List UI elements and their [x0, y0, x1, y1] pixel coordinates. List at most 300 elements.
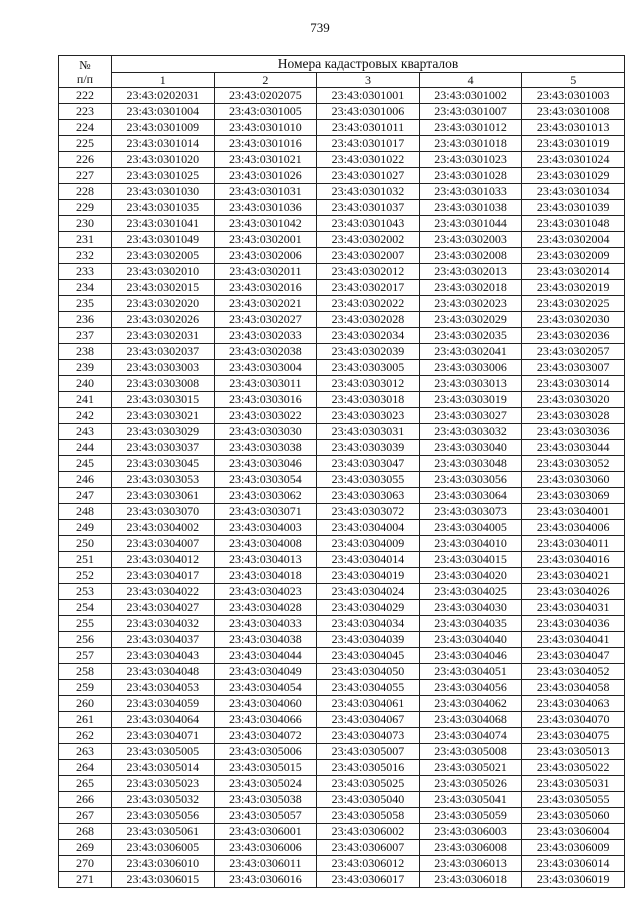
cadastral-number-cell: 23:43:0302020 [112, 296, 215, 312]
cadastral-number-cell: 23:43:0202031 [112, 88, 215, 104]
cadastral-number-cell: 23:43:0303008 [112, 376, 215, 392]
cadastral-number-cell: 23:43:0301020 [112, 152, 215, 168]
row-number-cell: 257 [59, 648, 112, 664]
row-number-cell: 225 [59, 136, 112, 152]
cadastral-number-cell: 23:43:0305040 [317, 792, 420, 808]
cadastral-number-cell: 23:43:0301005 [214, 104, 317, 120]
cadastral-number-cell: 23:43:0302037 [112, 344, 215, 360]
cadastral-number-cell: 23:43:0306014 [522, 856, 625, 872]
cadastral-number-cell: 23:43:0301014 [112, 136, 215, 152]
row-number-cell: 238 [59, 344, 112, 360]
table-row [59, 344, 625, 360]
cadastral-number-cell: 23:43:0301024 [522, 152, 625, 168]
cadastral-number-cell: 23:43:0304045 [317, 648, 420, 664]
cadastral-number-cell: 23:43:0302013 [419, 264, 522, 280]
column-number: 1 [112, 73, 215, 88]
row-number-cell: 265 [59, 776, 112, 792]
cadastral-number-cell: 23:43:0304006 [522, 520, 625, 536]
row-number-cell: 231 [59, 232, 112, 248]
table-row [59, 696, 625, 712]
cadastral-number-cell: 23:43:0303039 [317, 440, 420, 456]
row-number-cell: 224 [59, 120, 112, 136]
cadastral-number-cell: 23:43:0304027 [112, 600, 215, 616]
cadastral-number-cell: 23:43:0304008 [214, 536, 317, 552]
row-number-cell: 259 [59, 680, 112, 696]
row-number-cell: 244 [59, 440, 112, 456]
cadastral-number-cell: 23:43:0305041 [419, 792, 522, 808]
column-number: 3 [317, 73, 420, 88]
cadastral-number-cell: 23:43:0306018 [419, 872, 522, 888]
cadastral-number-cell: 23:43:0301022 [317, 152, 420, 168]
cadastral-number-cell: 23:43:0305014 [112, 760, 215, 776]
row-number-cell: 233 [59, 264, 112, 280]
cadastral-number-cell: 23:43:0301036 [214, 200, 317, 216]
cadastral-number-cell: 23:43:0306002 [317, 824, 420, 840]
row-number-cell: 223 [59, 104, 112, 120]
cadastral-number-cell: 23:43:0302035 [419, 328, 522, 344]
cadastral-number-cell: 23:43:0301016 [214, 136, 317, 152]
cadastral-number-cell: 23:43:0302028 [317, 312, 420, 328]
row-number-cell: 261 [59, 712, 112, 728]
cadastral-number-cell: 23:43:0302057 [522, 344, 625, 360]
cadastral-number-cell: 23:43:0304043 [112, 648, 215, 664]
table-row [59, 584, 625, 600]
cadastral-number-cell: 23:43:0304009 [317, 536, 420, 552]
cadastral-number-cell: 23:43:0302004 [522, 232, 625, 248]
row-number-cell: 268 [59, 824, 112, 840]
cadastral-number-cell: 23:43:0303073 [419, 504, 522, 520]
cadastral-number-cell: 23:43:0303015 [112, 392, 215, 408]
cadastral-number-cell: 23:43:0301007 [419, 104, 522, 120]
cadastral-number-cell: 23:43:0306015 [112, 872, 215, 888]
row-number-cell: 234 [59, 280, 112, 296]
cadastral-number-cell: 23:43:0301027 [317, 168, 420, 184]
table-row [59, 760, 625, 776]
cadastral-number-cell: 23:43:0301021 [214, 152, 317, 168]
cadastral-number-cell: 23:43:0304037 [112, 632, 215, 648]
cadastral-number-cell: 23:43:0304050 [317, 664, 420, 680]
cadastral-number-cell: 23:43:0304075 [522, 728, 625, 744]
table-row [59, 264, 625, 280]
cadastral-number-cell: 23:43:0303070 [112, 504, 215, 520]
cadastral-number-cell: 23:43:0303022 [214, 408, 317, 424]
table-row [59, 808, 625, 824]
header-group-title: Номера кадастровых кварталов [112, 56, 625, 73]
table-row [59, 424, 625, 440]
cadastral-number-cell: 23:43:0303005 [317, 360, 420, 376]
cadastral-number-cell: 23:43:0303014 [522, 376, 625, 392]
table-row [59, 408, 625, 424]
table-row [59, 136, 625, 152]
cadastral-number-cell: 23:43:0306013 [419, 856, 522, 872]
cadastral-number-cell: 23:43:0301011 [317, 120, 420, 136]
header-no-label: № [79, 57, 91, 72]
cadastral-quarters-table [58, 55, 625, 888]
table-row [59, 840, 625, 856]
cadastral-number-cell: 23:43:0303053 [112, 472, 215, 488]
cadastral-number-cell: 23:43:0302030 [522, 312, 625, 328]
cadastral-number-cell: 23:43:0303069 [522, 488, 625, 504]
table-row [59, 120, 625, 136]
cadastral-number-cell: 23:43:0301029 [522, 168, 625, 184]
row-number-cell: 222 [59, 88, 112, 104]
cadastral-number-cell: 23:43:0305058 [317, 808, 420, 824]
row-number-cell: 241 [59, 392, 112, 408]
cadastral-number-cell: 23:43:0305055 [522, 792, 625, 808]
cadastral-number-cell: 23:43:0301013 [522, 120, 625, 136]
row-number-cell: 242 [59, 408, 112, 424]
cadastral-number-cell: 23:43:0301009 [112, 120, 215, 136]
table-row [59, 312, 625, 328]
cadastral-number-cell: 23:43:0305059 [419, 808, 522, 824]
cadastral-number-cell: 23:43:0303061 [112, 488, 215, 504]
cadastral-number-cell: 23:43:0304029 [317, 600, 420, 616]
cadastral-number-cell: 23:43:0303023 [317, 408, 420, 424]
row-number-cell: 263 [59, 744, 112, 760]
cadastral-number-cell: 23:43:0301010 [214, 120, 317, 136]
cadastral-number-cell: 23:43:0301037 [317, 200, 420, 216]
cadastral-number-cell: 23:43:0305007 [317, 744, 420, 760]
table-row [59, 456, 625, 472]
cadastral-number-cell: 23:43:0303016 [214, 392, 317, 408]
row-number-cell: 258 [59, 664, 112, 680]
cadastral-number-cell: 23:43:0306006 [214, 840, 317, 856]
cadastral-number-cell: 23:43:0304060 [214, 696, 317, 712]
cadastral-number-cell: 23:43:0301008 [522, 104, 625, 120]
cadastral-number-cell: 23:43:0303028 [522, 408, 625, 424]
cadastral-number-cell: 23:43:0303044 [522, 440, 625, 456]
cadastral-number-cell: 23:43:0305008 [419, 744, 522, 760]
cadastral-number-cell: 23:43:0304020 [419, 568, 522, 584]
cadastral-number-cell: 23:43:0304016 [522, 552, 625, 568]
cadastral-number-cell: 23:43:0301049 [112, 232, 215, 248]
header-pp-label: п/п [76, 71, 94, 86]
table-row [59, 616, 625, 632]
table-row [59, 520, 625, 536]
cadastral-number-cell: 23:43:0305021 [419, 760, 522, 776]
cadastral-number-cell: 23:43:0306003 [419, 824, 522, 840]
cadastral-number-cell: 23:43:0302021 [214, 296, 317, 312]
cadastral-number-cell: 23:43:0304035 [419, 616, 522, 632]
cadastral-number-cell: 23:43:0303011 [214, 376, 317, 392]
row-number-cell: 239 [59, 360, 112, 376]
cadastral-number-cell: 23:43:0302038 [214, 344, 317, 360]
cadastral-number-cell: 23:43:0303045 [112, 456, 215, 472]
cadastral-number-cell: 23:43:0302025 [522, 296, 625, 312]
cadastral-number-cell: 23:43:0304038 [214, 632, 317, 648]
cadastral-number-cell: 23:43:0301048 [522, 216, 625, 232]
table-body [59, 88, 625, 888]
table-row [59, 360, 625, 376]
row-number-cell: 271 [59, 872, 112, 888]
column-number: 4 [419, 73, 522, 88]
cadastral-number-cell: 23:43:0301038 [419, 200, 522, 216]
row-number-cell: 243 [59, 424, 112, 440]
cadastral-number-cell: 23:43:0301003 [522, 88, 625, 104]
cadastral-number-cell: 23:43:0304012 [112, 552, 215, 568]
cadastral-number-cell: 23:43:0304052 [522, 664, 625, 680]
row-number-cell: 250 [59, 536, 112, 552]
table-row [59, 872, 625, 888]
cadastral-number-cell: 23:43:0305031 [522, 776, 625, 792]
cadastral-number-cell: 23:43:0301044 [419, 216, 522, 232]
cadastral-number-cell: 23:43:0303027 [419, 408, 522, 424]
cadastral-number-cell: 23:43:0302026 [112, 312, 215, 328]
row-number-cell: 228 [59, 184, 112, 200]
cadastral-number-cell: 23:43:0303063 [317, 488, 420, 504]
cadastral-number-cell: 23:43:0302018 [419, 280, 522, 296]
cadastral-number-cell: 23:43:0304005 [419, 520, 522, 536]
row-number-cell: 266 [59, 792, 112, 808]
cadastral-number-cell: 23:43:0304022 [112, 584, 215, 600]
page-number: 739 [310, 20, 330, 35]
table-row [59, 280, 625, 296]
cadastral-number-cell: 23:43:0302016 [214, 280, 317, 296]
cadastral-number-cell: 23:43:0301002 [419, 88, 522, 104]
cadastral-number-cell: 23:43:0305032 [112, 792, 215, 808]
cadastral-number-cell: 23:43:0303052 [522, 456, 625, 472]
row-number-cell: 260 [59, 696, 112, 712]
cadastral-number-cell: 23:43:0302006 [214, 248, 317, 264]
table-row [59, 632, 625, 648]
row-number-cell: 237 [59, 328, 112, 344]
cadastral-number-cell: 23:43:0304021 [522, 568, 625, 584]
cadastral-number-cell: 23:43:0301004 [112, 104, 215, 120]
cadastral-number-cell: 23:43:0304056 [419, 680, 522, 696]
cadastral-number-cell: 23:43:0302039 [317, 344, 420, 360]
table-row [59, 232, 625, 248]
cadastral-number-cell: 23:43:0304049 [214, 664, 317, 680]
cadastral-number-cell: 23:43:0303055 [317, 472, 420, 488]
cadastral-number-cell: 23:43:0303071 [214, 504, 317, 520]
row-number-cell: 262 [59, 728, 112, 744]
cadastral-number-cell: 23:43:0301034 [522, 184, 625, 200]
cadastral-number-cell: 23:43:0303056 [419, 472, 522, 488]
cadastral-number-cell: 23:43:0306012 [317, 856, 420, 872]
cadastral-number-cell: 23:43:0306019 [522, 872, 625, 888]
cadastral-number-cell: 23:43:0304001 [522, 504, 625, 520]
cadastral-number-cell: 23:43:0305016 [317, 760, 420, 776]
cadastral-number-cell: 23:43:0304074 [419, 728, 522, 744]
cadastral-number-cell: 23:43:0305022 [522, 760, 625, 776]
cadastral-number-cell: 23:43:0306005 [112, 840, 215, 856]
cadastral-number-cell: 23:43:0304028 [214, 600, 317, 616]
row-number-cell: 245 [59, 456, 112, 472]
cadastral-number-cell: 23:43:0302036 [522, 328, 625, 344]
row-number-cell: 254 [59, 600, 112, 616]
row-number-cell: 256 [59, 632, 112, 648]
table-row [59, 88, 625, 104]
cadastral-number-cell: 23:43:0303007 [522, 360, 625, 376]
row-number-cell: 230 [59, 216, 112, 232]
cadastral-number-cell: 23:43:0305006 [214, 744, 317, 760]
cadastral-number-cell: 23:43:0303037 [112, 440, 215, 456]
cadastral-number-cell: 23:43:0301001 [317, 88, 420, 104]
cadastral-number-cell: 23:43:0304068 [419, 712, 522, 728]
cadastral-number-cell: 23:43:0305026 [419, 776, 522, 792]
table-row [59, 248, 625, 264]
cadastral-number-cell: 23:43:0304026 [522, 584, 625, 600]
cadastral-number-cell: 23:43:0303004 [214, 360, 317, 376]
row-number-cell: 255 [59, 616, 112, 632]
row-number-cell: 253 [59, 584, 112, 600]
table-row [59, 168, 625, 184]
cadastral-number-cell: 23:43:0302008 [419, 248, 522, 264]
cadastral-number-cell: 23:43:0304019 [317, 568, 420, 584]
cadastral-number-cell: 23:43:0304041 [522, 632, 625, 648]
cadastral-number-cell: 23:43:0304063 [522, 696, 625, 712]
cadastral-number-cell: 23:43:0302014 [522, 264, 625, 280]
table-row [59, 600, 625, 616]
cadastral-number-cell: 23:43:0304031 [522, 600, 625, 616]
cadastral-number-cell: 23:43:0304011 [522, 536, 625, 552]
cadastral-number-cell: 23:43:0304013 [214, 552, 317, 568]
row-number-cell: 246 [59, 472, 112, 488]
cadastral-number-cell: 23:43:0303020 [522, 392, 625, 408]
table-row [59, 648, 625, 664]
row-number-cell: 229 [59, 200, 112, 216]
table-row [59, 184, 625, 200]
table-row [59, 776, 625, 792]
cadastral-number-cell: 23:43:0301042 [214, 216, 317, 232]
cadastral-number-cell: 23:43:0303006 [419, 360, 522, 376]
cadastral-number-cell: 23:43:0302022 [317, 296, 420, 312]
cadastral-number-cell: 23:43:0305038 [214, 792, 317, 808]
cadastral-number-cell: 23:43:0304002 [112, 520, 215, 536]
table-row [59, 712, 625, 728]
row-number-cell: 249 [59, 520, 112, 536]
cadastral-number-cell: 23:43:0302012 [317, 264, 420, 280]
cadastral-number-cell: 23:43:0303029 [112, 424, 215, 440]
cadastral-number-cell: 23:43:0305056 [112, 808, 215, 824]
cadastral-number-cell: 23:43:0304010 [419, 536, 522, 552]
cadastral-number-cell: 23:43:0301025 [112, 168, 215, 184]
cadastral-number-cell: 23:43:0302007 [317, 248, 420, 264]
row-number-cell: 227 [59, 168, 112, 184]
row-number-cell: 248 [59, 504, 112, 520]
cadastral-number-cell: 23:43:0304030 [419, 600, 522, 616]
cadastral-number-cell: 23:43:0306009 [522, 840, 625, 856]
cadastral-number-cell: 23:43:0303030 [214, 424, 317, 440]
cadastral-number-cell: 23:43:0303012 [317, 376, 420, 392]
row-number-cell: 252 [59, 568, 112, 584]
table-row [59, 728, 625, 744]
cadastral-number-cell: 23:43:0302023 [419, 296, 522, 312]
cadastral-number-cell: 23:43:0302033 [214, 328, 317, 344]
table-row [59, 472, 625, 488]
cadastral-number-cell: 23:43:0306010 [112, 856, 215, 872]
cadastral-number-cell: 23:43:0301039 [522, 200, 625, 216]
cadastral-number-cell: 23:43:0304024 [317, 584, 420, 600]
cadastral-number-cell: 23:43:0306007 [317, 840, 420, 856]
row-number-cell: 240 [59, 376, 112, 392]
cadastral-number-cell: 23:43:0305023 [112, 776, 215, 792]
cadastral-number-cell: 23:43:0304053 [112, 680, 215, 696]
cadastral-number-cell: 23:43:0304064 [112, 712, 215, 728]
cadastral-number-cell: 23:43:0304072 [214, 728, 317, 744]
cadastral-number-cell: 23:43:0304039 [317, 632, 420, 648]
cadastral-number-cell: 23:43:0303003 [112, 360, 215, 376]
row-number-cell: 247 [59, 488, 112, 504]
cadastral-number-cell: 23:43:0304007 [112, 536, 215, 552]
cadastral-number-cell: 23:43:0302015 [112, 280, 215, 296]
header-row-number [59, 56, 112, 88]
cadastral-number-cell: 23:43:0304036 [522, 616, 625, 632]
cadastral-number-cell: 23:43:0302003 [419, 232, 522, 248]
cadastral-number-cell: 23:43:0304070 [522, 712, 625, 728]
cadastral-number-cell: 23:43:0303040 [419, 440, 522, 456]
cadastral-number-cell: 23:43:0302017 [317, 280, 420, 296]
cadastral-number-cell: 23:43:0304073 [317, 728, 420, 744]
cadastral-number-cell: 23:43:0304014 [317, 552, 420, 568]
cadastral-number-cell: 23:43:0306001 [214, 824, 317, 840]
table-row [59, 488, 625, 504]
cadastral-number-cell: 23:43:0302029 [419, 312, 522, 328]
row-number-cell: 236 [59, 312, 112, 328]
cadastral-number-cell: 23:43:0304048 [112, 664, 215, 680]
cadastral-number-cell: 23:43:0301030 [112, 184, 215, 200]
cadastral-number-cell: 23:43:0302019 [522, 280, 625, 296]
cadastral-number-cell: 23:43:0302031 [112, 328, 215, 344]
table-row [59, 824, 625, 840]
column-number: 5 [522, 73, 625, 88]
cadastral-number-cell: 23:43:0301012 [419, 120, 522, 136]
cadastral-number-cell: 23:43:0302002 [317, 232, 420, 248]
cadastral-number-cell: 23:43:0306016 [214, 872, 317, 888]
cadastral-number-cell: 23:43:0304066 [214, 712, 317, 728]
table-row [59, 856, 625, 872]
cadastral-number-cell: 23:43:0304040 [419, 632, 522, 648]
cadastral-number-cell: 23:43:0304067 [317, 712, 420, 728]
cadastral-number-cell: 23:43:0301043 [317, 216, 420, 232]
table-row [59, 680, 625, 696]
table-row [59, 568, 625, 584]
cadastral-number-cell: 23:43:0304062 [419, 696, 522, 712]
cadastral-number-cell: 23:43:0304003 [214, 520, 317, 536]
cadastral-number-cell: 23:43:0301023 [419, 152, 522, 168]
table-row [59, 664, 625, 680]
cadastral-number-cell: 23:43:0301018 [419, 136, 522, 152]
cadastral-number-cell: 23:43:0303021 [112, 408, 215, 424]
cadastral-number-cell: 23:43:0304034 [317, 616, 420, 632]
cadastral-number-cell: 23:43:0304058 [522, 680, 625, 696]
cadastral-number-cell: 23:43:0303060 [522, 472, 625, 488]
cadastral-number-cell: 23:43:0301031 [214, 184, 317, 200]
cadastral-number-cell: 23:43:0305024 [214, 776, 317, 792]
cadastral-number-cell: 23:43:0305060 [522, 808, 625, 824]
cadastral-number-cell: 23:43:0302001 [214, 232, 317, 248]
cadastral-number-cell: 23:43:0304059 [112, 696, 215, 712]
cadastral-number-cell: 23:43:0304051 [419, 664, 522, 680]
table-row [59, 376, 625, 392]
table-row [59, 296, 625, 312]
cadastral-number-cell: 23:43:0303038 [214, 440, 317, 456]
cadastral-number-cell: 23:43:0304015 [419, 552, 522, 568]
cadastral-number-cell: 23:43:0302011 [214, 264, 317, 280]
cadastral-number-cell: 23:43:0304055 [317, 680, 420, 696]
cadastral-number-cell: 23:43:0305005 [112, 744, 215, 760]
cadastral-number-cell: 23:43:0305061 [112, 824, 215, 840]
cadastral-number-cell: 23:43:0305057 [214, 808, 317, 824]
cadastral-number-cell: 23:43:0301019 [522, 136, 625, 152]
cadastral-number-cell: 23:43:0302010 [112, 264, 215, 280]
cadastral-number-cell: 23:43:0304054 [214, 680, 317, 696]
table-row [59, 504, 625, 520]
row-number-cell: 232 [59, 248, 112, 264]
cadastral-number-cell: 23:43:0306004 [522, 824, 625, 840]
cadastral-number-cell: 23:43:0304033 [214, 616, 317, 632]
row-number-cell: 235 [59, 296, 112, 312]
